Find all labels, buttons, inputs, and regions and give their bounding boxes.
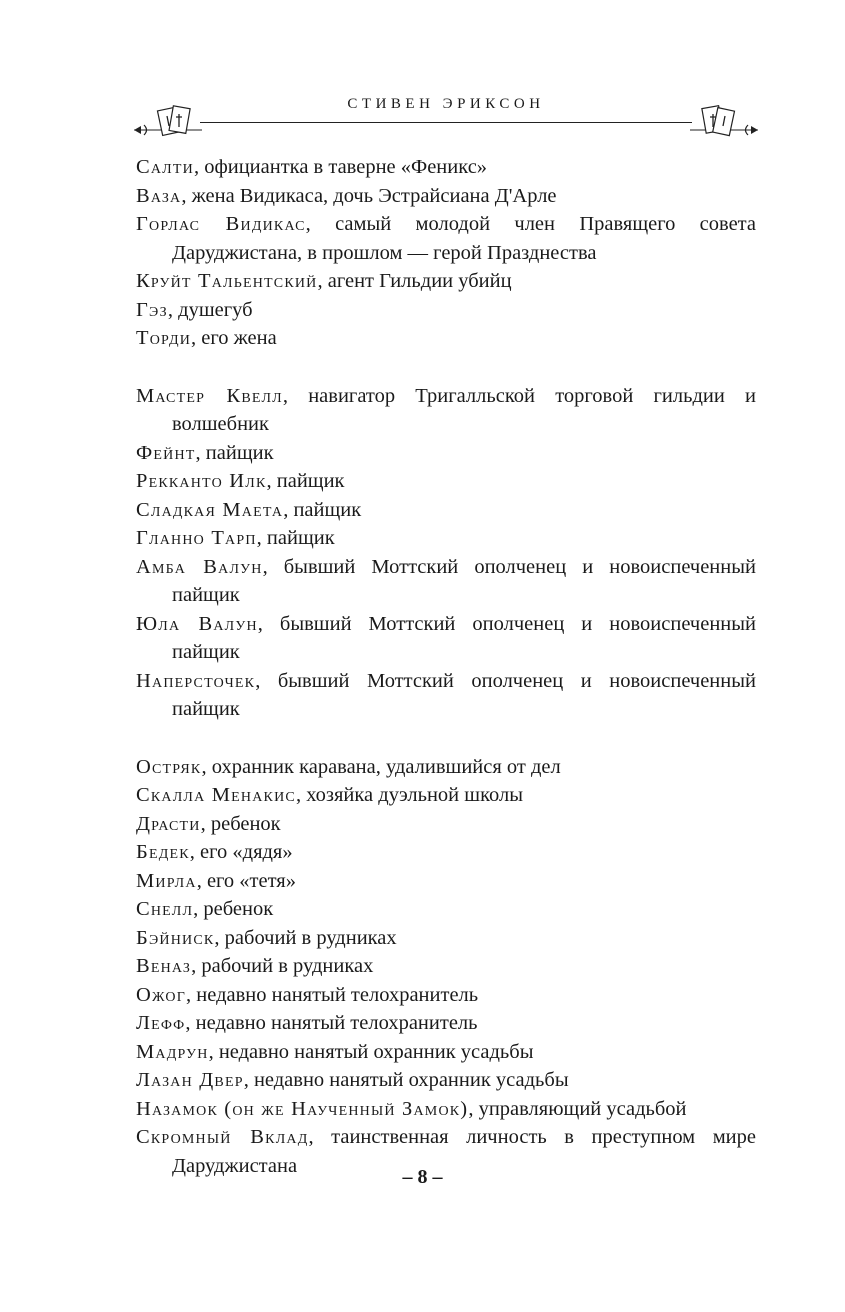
character-name: Сладкая Маета [136, 498, 284, 521]
character-description: , недавно нанятый телохранитель [186, 983, 479, 1006]
character-entry [136, 496, 756, 525]
character-name: Веназ [136, 955, 192, 977]
character-entry [136, 781, 756, 810]
character-name: Остряк [136, 755, 202, 778]
character-name: Мадрун [136, 1040, 209, 1063]
character-entry [136, 610, 756, 667]
character-description: , его жена [191, 327, 277, 349]
character-name: Салти [136, 156, 194, 178]
page-header [134, 92, 758, 140]
character-entry [136, 382, 756, 439]
character-entry [136, 439, 756, 468]
character-entry [136, 838, 756, 867]
character-name: Бэйниск [136, 926, 215, 949]
character-name: Фейнт [136, 441, 196, 464]
character-entry [136, 1009, 756, 1038]
header-rule [200, 122, 692, 123]
character-description: , его «дядя» [189, 841, 293, 863]
character-description: , недавно нанятый охранник усадьбы [208, 1040, 534, 1063]
character-entry [136, 324, 756, 353]
character-description: , душегуб [167, 298, 253, 321]
character-name: Ожог [136, 983, 187, 1006]
character-description: , недавно нанятый телохранитель [185, 1012, 478, 1034]
character-description: , рабочий в рудниках [191, 955, 374, 977]
character-description: , рабочий в рудниках [214, 926, 397, 949]
page-number: – 8 – [402, 1166, 443, 1188]
character-entry [136, 952, 756, 981]
character-entry [136, 810, 756, 839]
character-entry [136, 524, 756, 553]
character-description: , жена Видикаса, дочь Эстрайсиана Д'Арле [181, 184, 557, 207]
character-name: Горлас Видикас [136, 213, 306, 235]
playing-cards-ornament-icon [690, 100, 758, 138]
character-name: Торди [136, 327, 192, 349]
character-description: , таинственная личность в преступном мире Даруджистана [172, 1126, 756, 1177]
character-description: , хозяйка дуэльной школы [295, 784, 523, 806]
character-entry [136, 981, 756, 1010]
character-entry [136, 182, 756, 211]
character-description: , недавно нанятый охранник усадьбы [243, 1069, 569, 1091]
character-entry [136, 296, 756, 325]
character-description: , пайщик [283, 498, 362, 521]
character-name: Юла Валун [136, 612, 258, 635]
character-entry [136, 1066, 756, 1095]
character-name: Снелл [136, 898, 194, 920]
character-description: , самый молодой член Правящего совета Даруджистана, в прошлом — герой Празднества [172, 213, 756, 264]
character-description: , бывший Моттский ополченец и новоиспеченный пайщик [172, 612, 757, 663]
character-description: , ребенок [200, 812, 281, 835]
character-entry [136, 153, 756, 182]
character-name: Драсти [136, 812, 201, 835]
character-entry [136, 1038, 756, 1067]
character-name: Рекканто Илк [136, 470, 267, 492]
character-entry [136, 210, 756, 267]
group-separator [136, 724, 756, 753]
character-entry [136, 553, 756, 610]
character-description: , пайщик [256, 527, 335, 549]
character-description: , официантка в таверне «Феникс» [193, 156, 488, 178]
character-description: , пайщик [195, 441, 274, 464]
running-title: СТИВЕН ЭРИКСОН [347, 96, 545, 112]
character-list [136, 153, 756, 1180]
character-description: , бывший Моттский ополченец и новоиспеченный пайщик [172, 669, 756, 720]
character-name: Гэз [136, 298, 168, 321]
character-description: , навигатор Тригалльской торговой гильдии и волшебник [172, 384, 757, 435]
character-entry [136, 667, 756, 724]
character-name: Наперсточек [136, 669, 256, 692]
character-entry [136, 753, 756, 782]
character-description: , агент Гильдии убийц [317, 270, 512, 292]
character-entry [136, 267, 756, 296]
character-name: Назамок (он же Наученный Замок) [136, 1097, 469, 1120]
character-description: , охранник каравана, удалившийся от дел [201, 755, 561, 778]
character-entry [136, 867, 756, 896]
character-entry [136, 467, 756, 496]
character-description: , ребенок [193, 898, 274, 920]
character-name: Гланно Тарп [136, 527, 257, 549]
character-name: Ваза [136, 184, 182, 207]
character-name: Лазан Двер [136, 1069, 244, 1091]
character-description: , управляющий усадьбой [468, 1097, 687, 1120]
group-separator [136, 353, 756, 382]
character-entry [136, 895, 756, 924]
character-name: Мастер Квелл [136, 384, 283, 407]
character-name: Амба Валун [136, 555, 263, 578]
character-name: Круйт Тальентский [136, 270, 318, 292]
character-name: Бедек [136, 841, 190, 863]
character-entry [136, 924, 756, 953]
character-description: , пайщик [266, 470, 345, 492]
character-name: Мирла [136, 869, 197, 892]
character-description: , бывший Моттский ополченец и новоиспеченный пайщик [172, 555, 756, 606]
character-description: , его «тетя» [196, 869, 296, 892]
character-name: Скромный Вклад [136, 1126, 309, 1148]
character-name: Скалла Менакис [136, 784, 296, 806]
character-entry [136, 1095, 756, 1124]
character-name: Лефф [136, 1012, 186, 1034]
